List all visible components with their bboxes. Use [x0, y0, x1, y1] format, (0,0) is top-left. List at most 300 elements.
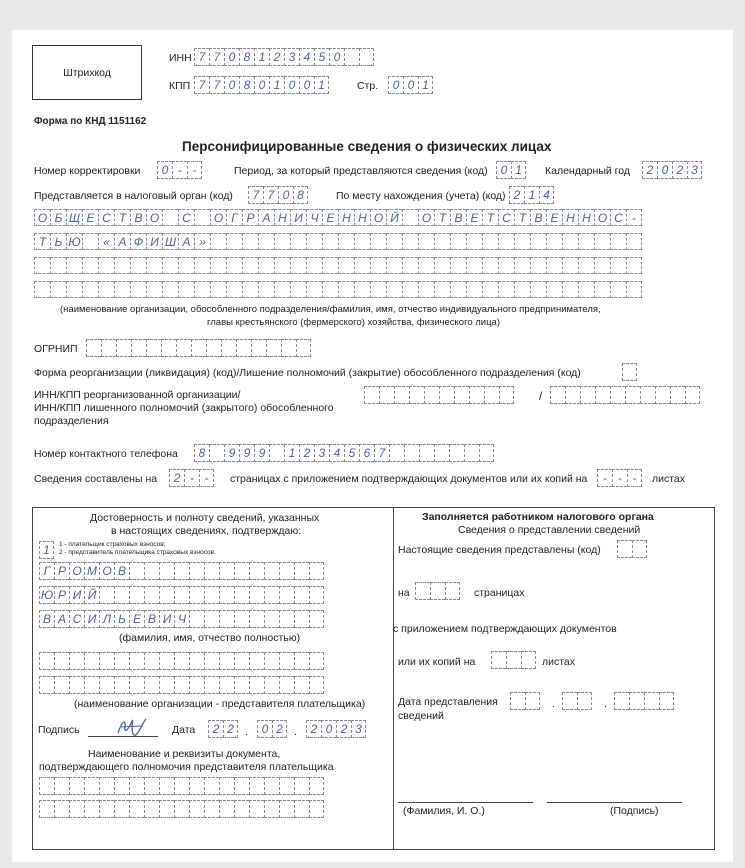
char-cell[interactable]	[389, 444, 404, 462]
char-cell[interactable]	[629, 692, 644, 710]
char-cell[interactable]	[226, 281, 242, 298]
char-cell[interactable]	[234, 676, 249, 694]
char-cell[interactable]: С	[498, 209, 514, 226]
char-cell[interactable]	[359, 48, 374, 66]
char-cell[interactable]	[626, 257, 642, 274]
char-cell[interactable]	[498, 233, 514, 250]
char-cell[interactable]	[546, 257, 562, 274]
char-cell[interactable]	[129, 800, 144, 818]
char-cell[interactable]	[466, 257, 482, 274]
char-cell[interactable]	[219, 652, 234, 670]
char-cell[interactable]	[521, 651, 536, 669]
char-cell[interactable]	[279, 777, 294, 795]
char-cell[interactable]	[178, 257, 194, 274]
char-cell[interactable]: 0	[224, 76, 239, 94]
char-cell[interactable]	[482, 281, 498, 298]
char-cell[interactable]	[595, 386, 610, 404]
char-cell[interactable]	[162, 257, 178, 274]
char-cell[interactable]	[309, 610, 324, 628]
char-cell[interactable]: 9	[239, 444, 254, 462]
char-cell[interactable]	[69, 676, 84, 694]
char-cell[interactable]	[114, 800, 129, 818]
char-cell[interactable]	[577, 692, 592, 710]
char-cell[interactable]	[69, 777, 84, 795]
char-cell[interactable]	[562, 692, 577, 710]
kpp-field[interactable]	[194, 76, 329, 94]
char-cell[interactable]	[189, 800, 204, 818]
char-cell[interactable]: Т	[514, 209, 530, 226]
char-cell[interactable]	[354, 281, 370, 298]
char-cell[interactable]: 0	[496, 161, 511, 179]
char-cell[interactable]	[54, 676, 69, 694]
char-cell[interactable]	[386, 257, 402, 274]
char-cell[interactable]	[294, 610, 309, 628]
char-cell[interactable]	[279, 562, 294, 580]
char-cell[interactable]	[39, 800, 54, 818]
char-cell[interactable]	[226, 257, 242, 274]
char-cell[interactable]	[54, 800, 69, 818]
char-cell[interactable]	[434, 444, 449, 462]
char-cell[interactable]	[482, 233, 498, 250]
char-cell[interactable]: 0	[284, 76, 299, 94]
char-cell[interactable]	[144, 562, 159, 580]
document-row-1[interactable]	[39, 777, 324, 795]
char-cell[interactable]	[236, 339, 251, 357]
char-cell[interactable]: Р	[242, 209, 258, 226]
char-cell[interactable]: А	[54, 610, 69, 628]
char-cell[interactable]: С	[69, 610, 84, 628]
char-cell[interactable]	[209, 444, 224, 462]
char-cell[interactable]	[114, 257, 130, 274]
char-cell[interactable]	[178, 281, 194, 298]
char-cell[interactable]	[264, 777, 279, 795]
char-cell[interactable]	[655, 386, 670, 404]
char-cell[interactable]	[69, 652, 84, 670]
char-cell[interactable]	[129, 562, 144, 580]
char-cell[interactable]	[189, 777, 204, 795]
char-cell[interactable]	[221, 339, 236, 357]
char-cell[interactable]	[294, 777, 309, 795]
char-cell[interactable]	[210, 257, 226, 274]
representative-org-row-2[interactable]	[39, 676, 324, 694]
char-cell[interactable]: 0	[321, 720, 336, 738]
char-cell[interactable]	[39, 652, 54, 670]
char-cell[interactable]	[194, 257, 210, 274]
char-cell[interactable]: 2	[306, 720, 321, 738]
char-cell[interactable]	[409, 386, 424, 404]
char-cell[interactable]	[129, 652, 144, 670]
char-cell[interactable]	[306, 281, 322, 298]
char-cell[interactable]: 2	[208, 720, 223, 738]
char-cell[interactable]	[294, 586, 309, 604]
char-cell[interactable]: О	[146, 209, 162, 226]
char-cell[interactable]	[546, 233, 562, 250]
char-cell[interactable]	[394, 386, 409, 404]
char-cell[interactable]	[296, 339, 311, 357]
char-cell[interactable]: 3	[284, 48, 299, 66]
phone-field[interactable]	[194, 444, 494, 462]
char-cell[interactable]	[242, 233, 258, 250]
char-cell[interactable]	[418, 233, 434, 250]
char-cell[interactable]	[670, 386, 685, 404]
char-cell[interactable]	[450, 233, 466, 250]
char-cell[interactable]: 7	[248, 186, 263, 204]
char-cell[interactable]	[322, 257, 338, 274]
char-cell[interactable]	[626, 281, 642, 298]
char-cell[interactable]	[258, 233, 274, 250]
char-cell[interactable]: Ь	[114, 610, 129, 628]
char-cell[interactable]	[176, 339, 191, 357]
char-cell[interactable]	[498, 257, 514, 274]
char-cell[interactable]	[402, 209, 418, 226]
year-field[interactable]	[642, 161, 702, 179]
char-cell[interactable]	[309, 586, 324, 604]
date-month-field[interactable]	[257, 720, 287, 738]
char-cell[interactable]	[144, 652, 159, 670]
period-field[interactable]	[496, 161, 526, 179]
char-cell[interactable]: С	[178, 209, 194, 226]
char-cell[interactable]	[294, 562, 309, 580]
char-cell[interactable]	[578, 281, 594, 298]
char-cell[interactable]	[404, 444, 419, 462]
char-cell[interactable]	[279, 586, 294, 604]
char-cell[interactable]: 0	[388, 76, 403, 94]
char-cell[interactable]: 6	[359, 444, 374, 462]
char-cell[interactable]	[491, 651, 506, 669]
char-cell[interactable]: 0	[157, 161, 172, 179]
char-cell[interactable]: И	[290, 209, 306, 226]
char-cell[interactable]	[204, 586, 219, 604]
char-cell[interactable]	[204, 562, 219, 580]
char-cell[interactable]	[189, 676, 204, 694]
char-cell[interactable]	[204, 652, 219, 670]
char-cell[interactable]: Ш	[162, 233, 178, 250]
signer-code-field[interactable]	[39, 541, 54, 559]
char-cell[interactable]	[234, 610, 249, 628]
char-cell[interactable]: Р	[54, 562, 69, 580]
char-cell[interactable]	[189, 562, 204, 580]
char-cell[interactable]	[370, 257, 386, 274]
char-cell[interactable]	[294, 676, 309, 694]
char-cell[interactable]	[370, 233, 386, 250]
char-cell[interactable]	[144, 586, 159, 604]
char-cell[interactable]	[204, 676, 219, 694]
char-cell[interactable]: С	[98, 209, 114, 226]
char-cell[interactable]: 0	[257, 720, 272, 738]
char-cell[interactable]	[84, 800, 99, 818]
char-cell[interactable]	[418, 257, 434, 274]
char-cell[interactable]	[210, 281, 226, 298]
char-cell[interactable]	[162, 281, 178, 298]
pages-count-field[interactable]	[169, 469, 214, 487]
char-cell[interactable]: -	[627, 469, 642, 487]
char-cell[interactable]	[114, 676, 129, 694]
char-cell[interactable]: 2	[672, 161, 687, 179]
char-cell[interactable]: Ь	[50, 233, 66, 250]
char-cell[interactable]	[84, 676, 99, 694]
correction-field[interactable]	[157, 161, 202, 179]
char-cell[interactable]	[34, 281, 50, 298]
date-day-field[interactable]	[208, 720, 238, 738]
char-cell[interactable]	[354, 233, 370, 250]
char-cell[interactable]: 7	[194, 76, 209, 94]
char-cell[interactable]	[34, 257, 50, 274]
char-cell[interactable]	[264, 610, 279, 628]
char-cell[interactable]	[159, 676, 174, 694]
char-cell[interactable]	[415, 582, 430, 600]
char-cell[interactable]	[174, 676, 189, 694]
char-cell[interactable]	[578, 257, 594, 274]
char-cell[interactable]: 2	[336, 720, 351, 738]
char-cell[interactable]	[264, 562, 279, 580]
inn-field[interactable]	[194, 48, 374, 66]
char-cell[interactable]	[146, 281, 162, 298]
char-cell[interactable]	[439, 386, 454, 404]
char-cell[interactable]: 8	[239, 48, 254, 66]
char-cell[interactable]	[219, 610, 234, 628]
char-cell[interactable]	[219, 777, 234, 795]
char-cell[interactable]: 0	[403, 76, 418, 94]
char-cell[interactable]	[466, 281, 482, 298]
char-cell[interactable]	[219, 562, 234, 580]
char-cell[interactable]: Н	[578, 209, 594, 226]
char-cell[interactable]: 0	[299, 76, 314, 94]
char-cell[interactable]	[99, 652, 114, 670]
representative-org-row-1[interactable]	[39, 652, 324, 670]
char-cell[interactable]	[114, 652, 129, 670]
official-date-year-field[interactable]	[614, 692, 674, 710]
official-date-month-field[interactable]	[562, 692, 592, 710]
official-pages-field[interactable]	[415, 582, 460, 600]
char-cell[interactable]	[249, 777, 264, 795]
char-cell[interactable]	[194, 209, 210, 226]
char-cell[interactable]: 2	[272, 720, 287, 738]
char-cell[interactable]	[514, 233, 530, 250]
char-cell[interactable]	[626, 233, 642, 250]
char-cell[interactable]: Й	[386, 209, 402, 226]
char-cell[interactable]: 3	[687, 161, 702, 179]
char-cell[interactable]: Е	[129, 610, 144, 628]
char-cell[interactable]	[274, 233, 290, 250]
char-cell[interactable]: И	[84, 610, 99, 628]
char-cell[interactable]	[464, 444, 479, 462]
char-cell[interactable]: 4	[299, 48, 314, 66]
char-cell[interactable]: О	[210, 209, 226, 226]
char-cell[interactable]	[99, 800, 114, 818]
reorg-kpp-field[interactable]	[550, 386, 700, 404]
char-cell[interactable]	[249, 562, 264, 580]
char-cell[interactable]	[249, 800, 264, 818]
char-cell[interactable]: Т	[34, 233, 50, 250]
char-cell[interactable]	[379, 386, 394, 404]
char-cell[interactable]	[525, 692, 540, 710]
char-cell[interactable]: 1	[254, 48, 269, 66]
char-cell[interactable]	[450, 257, 466, 274]
char-cell[interactable]	[174, 800, 189, 818]
char-cell[interactable]: М	[84, 562, 99, 580]
char-cell[interactable]: Н	[562, 209, 578, 226]
char-cell[interactable]	[129, 676, 144, 694]
char-cell[interactable]	[354, 257, 370, 274]
char-cell[interactable]	[644, 692, 659, 710]
char-cell[interactable]	[206, 339, 221, 357]
surname-field[interactable]	[39, 562, 324, 580]
char-cell[interactable]	[130, 257, 146, 274]
char-cell[interactable]	[290, 233, 306, 250]
char-cell[interactable]	[274, 257, 290, 274]
char-cell[interactable]: 1	[314, 76, 329, 94]
char-cell[interactable]: 1	[511, 161, 526, 179]
char-cell[interactable]	[594, 233, 610, 250]
official-sheets-field[interactable]	[491, 651, 536, 669]
char-cell[interactable]	[86, 339, 101, 357]
char-cell[interactable]	[424, 386, 439, 404]
char-cell[interactable]	[499, 386, 514, 404]
char-cell[interactable]	[131, 339, 146, 357]
reorg-inn-field[interactable]	[364, 386, 514, 404]
char-cell[interactable]	[550, 386, 565, 404]
char-cell[interactable]: 1	[39, 541, 54, 559]
char-cell[interactable]	[204, 777, 219, 795]
ogrnip-field[interactable]	[86, 339, 311, 357]
char-cell[interactable]: А	[114, 233, 130, 250]
char-cell[interactable]	[69, 800, 84, 818]
char-cell[interactable]	[402, 281, 418, 298]
char-cell[interactable]: 0	[657, 161, 672, 179]
char-cell[interactable]: 3	[351, 720, 366, 738]
char-cell[interactable]	[484, 386, 499, 404]
char-cell[interactable]	[338, 233, 354, 250]
char-cell[interactable]	[506, 651, 521, 669]
char-cell[interactable]	[162, 209, 178, 226]
char-cell[interactable]	[430, 582, 445, 600]
char-cell[interactable]: О	[594, 209, 610, 226]
char-cell[interactable]	[269, 444, 284, 462]
char-cell[interactable]: О	[370, 209, 386, 226]
char-cell[interactable]	[309, 652, 324, 670]
char-cell[interactable]	[144, 800, 159, 818]
char-cell[interactable]: Т	[434, 209, 450, 226]
char-cell[interactable]: Н	[274, 209, 290, 226]
char-cell[interactable]	[614, 692, 629, 710]
char-cell[interactable]: О	[69, 562, 84, 580]
char-cell[interactable]: 7	[209, 48, 224, 66]
char-cell[interactable]: 1	[418, 76, 433, 94]
char-cell[interactable]	[114, 586, 129, 604]
char-cell[interactable]: -	[184, 469, 199, 487]
char-cell[interactable]: Т	[482, 209, 498, 226]
char-cell[interactable]	[226, 233, 242, 250]
char-cell[interactable]: Е	[466, 209, 482, 226]
char-cell[interactable]: 0	[329, 48, 344, 66]
char-cell[interactable]	[482, 257, 498, 274]
char-cell[interactable]: -	[597, 469, 612, 487]
char-cell[interactable]: Б	[50, 209, 66, 226]
char-cell[interactable]	[322, 281, 338, 298]
char-cell[interactable]	[204, 610, 219, 628]
char-cell[interactable]: 9	[254, 444, 269, 462]
char-cell[interactable]	[82, 233, 98, 250]
char-cell[interactable]	[294, 800, 309, 818]
char-cell[interactable]	[418, 281, 434, 298]
char-cell[interactable]	[610, 386, 625, 404]
char-cell[interactable]: 2	[223, 720, 238, 738]
char-cell[interactable]	[685, 386, 700, 404]
char-cell[interactable]	[84, 652, 99, 670]
char-cell[interactable]	[290, 281, 306, 298]
char-cell[interactable]	[129, 586, 144, 604]
char-cell[interactable]	[249, 676, 264, 694]
char-cell[interactable]	[82, 281, 98, 298]
char-cell[interactable]	[454, 386, 469, 404]
char-cell[interactable]	[191, 339, 206, 357]
char-cell[interactable]	[306, 257, 322, 274]
char-cell[interactable]	[146, 257, 162, 274]
char-cell[interactable]	[434, 233, 450, 250]
char-cell[interactable]: Е	[322, 209, 338, 226]
char-cell[interactable]	[290, 257, 306, 274]
submitted-code-field[interactable]	[617, 540, 647, 558]
char-cell[interactable]: В	[144, 610, 159, 628]
char-cell[interactable]	[514, 281, 530, 298]
char-cell[interactable]	[99, 586, 114, 604]
char-cell[interactable]: 8	[293, 186, 308, 204]
char-cell[interactable]: 8	[239, 76, 254, 94]
char-cell[interactable]: 8	[194, 444, 209, 462]
char-cell[interactable]: Ч	[306, 209, 322, 226]
official-date-day-field[interactable]	[510, 692, 540, 710]
char-cell[interactable]	[101, 339, 116, 357]
char-cell[interactable]	[469, 386, 484, 404]
char-cell[interactable]: -	[187, 161, 202, 179]
char-cell[interactable]	[449, 444, 464, 462]
document-row-2[interactable]	[39, 800, 324, 818]
char-cell[interactable]	[116, 339, 131, 357]
char-cell[interactable]	[234, 586, 249, 604]
char-cell[interactable]	[204, 800, 219, 818]
char-cell[interactable]	[219, 800, 234, 818]
char-cell[interactable]: 3	[314, 444, 329, 462]
char-cell[interactable]: Е	[82, 209, 98, 226]
char-cell[interactable]	[279, 610, 294, 628]
char-cell[interactable]	[562, 257, 578, 274]
char-cell[interactable]	[161, 339, 176, 357]
char-cell[interactable]: В	[450, 209, 466, 226]
char-cell[interactable]: 7	[194, 48, 209, 66]
char-cell[interactable]	[386, 233, 402, 250]
char-cell[interactable]: 1	[284, 444, 299, 462]
char-cell[interactable]	[434, 257, 450, 274]
char-cell[interactable]: Ю	[66, 233, 82, 250]
char-cell[interactable]: 7	[374, 444, 389, 462]
char-cell[interactable]	[466, 233, 482, 250]
char-cell[interactable]	[659, 692, 674, 710]
char-cell[interactable]	[309, 777, 324, 795]
char-cell[interactable]: А	[178, 233, 194, 250]
char-cell[interactable]: 0	[278, 186, 293, 204]
char-cell[interactable]	[194, 281, 210, 298]
char-cell[interactable]: В	[530, 209, 546, 226]
char-cell[interactable]	[279, 676, 294, 694]
org-name-row-3[interactable]	[34, 257, 642, 274]
char-cell[interactable]: О	[418, 209, 434, 226]
char-cell[interactable]	[242, 257, 258, 274]
char-cell[interactable]	[402, 233, 418, 250]
page-number-field[interactable]	[388, 76, 433, 94]
char-cell[interactable]	[174, 562, 189, 580]
char-cell[interactable]: 2	[169, 469, 184, 487]
char-cell[interactable]: Р	[54, 586, 69, 604]
